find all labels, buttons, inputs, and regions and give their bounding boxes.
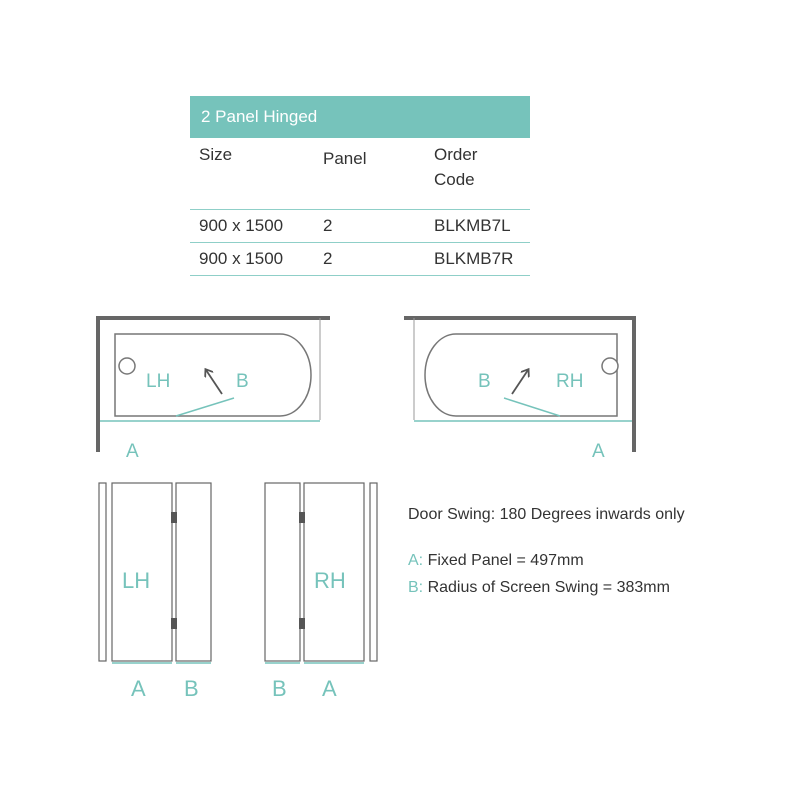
hinged-glass-panel [265, 483, 300, 661]
note-b-prefix: B: [408, 579, 424, 596]
hinged-glass-panel [176, 483, 211, 661]
elevation-view-rh [265, 483, 377, 701]
wall-channel [99, 483, 106, 661]
note-b-text: Radius of Screen Swing = 383mm [427, 579, 670, 596]
col-header-size: Size [199, 145, 233, 164]
row-panel: 2 [323, 249, 333, 268]
fixed-panel-note [408, 552, 584, 570]
elevation-lh-dim-b: B [184, 676, 199, 701]
elevation-rh-dim-b: B [272, 676, 287, 701]
plan-view-lh [98, 318, 330, 462]
wall-channel [370, 483, 377, 661]
plan-rh-panel-label: A [592, 441, 605, 462]
elevation-view-lh [99, 483, 211, 701]
hinge-icon [171, 618, 177, 629]
door-swing-note: Door Swing: 180 Degrees inwards only [408, 506, 685, 523]
hinge-icon [299, 512, 305, 523]
row-order-code: BLKMB7L [434, 216, 511, 235]
swing-radius-note [408, 579, 670, 597]
col-header-code: Code [434, 170, 475, 189]
plan-lh-swing-label: B [236, 371, 249, 392]
waste-outlet [602, 358, 618, 374]
row-size: 900 x 1500 [199, 216, 284, 235]
waste-outlet [119, 358, 135, 374]
col-header-panel: Panel [323, 149, 367, 168]
plan-view-rh [404, 318, 634, 462]
swing-arrow-icon [206, 370, 222, 394]
plan-rh-label: RH [556, 371, 584, 392]
note-a-text: Fixed Panel = 497mm [427, 552, 584, 569]
note-a-prefix: A: [408, 552, 424, 569]
hinge-icon [299, 618, 305, 629]
elevation-lh-dim-a: A [131, 676, 146, 701]
wall-outline [98, 318, 330, 452]
row-size: 900 x 1500 [199, 249, 284, 268]
plan-lh-panel-label: A [126, 441, 139, 462]
swing-panel-line [176, 398, 234, 416]
swing-panel-line [504, 398, 560, 416]
swing-arrow-icon [512, 370, 528, 394]
row-panel: 2 [323, 216, 333, 235]
elevation-rh-dim-a: A [322, 676, 337, 701]
row-order-code: BLKMB7R [434, 249, 514, 268]
plan-lh-label: LH [146, 371, 171, 392]
bath-outline [115, 334, 311, 416]
plan-rh-swing-label: B [478, 371, 491, 392]
table-title: 2 Panel Hinged [190, 96, 530, 138]
hinge-icon [171, 512, 177, 523]
col-header-order: Order [434, 145, 478, 164]
elevation-lh-label: LH [122, 568, 151, 593]
elevation-rh-label: RH [314, 568, 346, 593]
